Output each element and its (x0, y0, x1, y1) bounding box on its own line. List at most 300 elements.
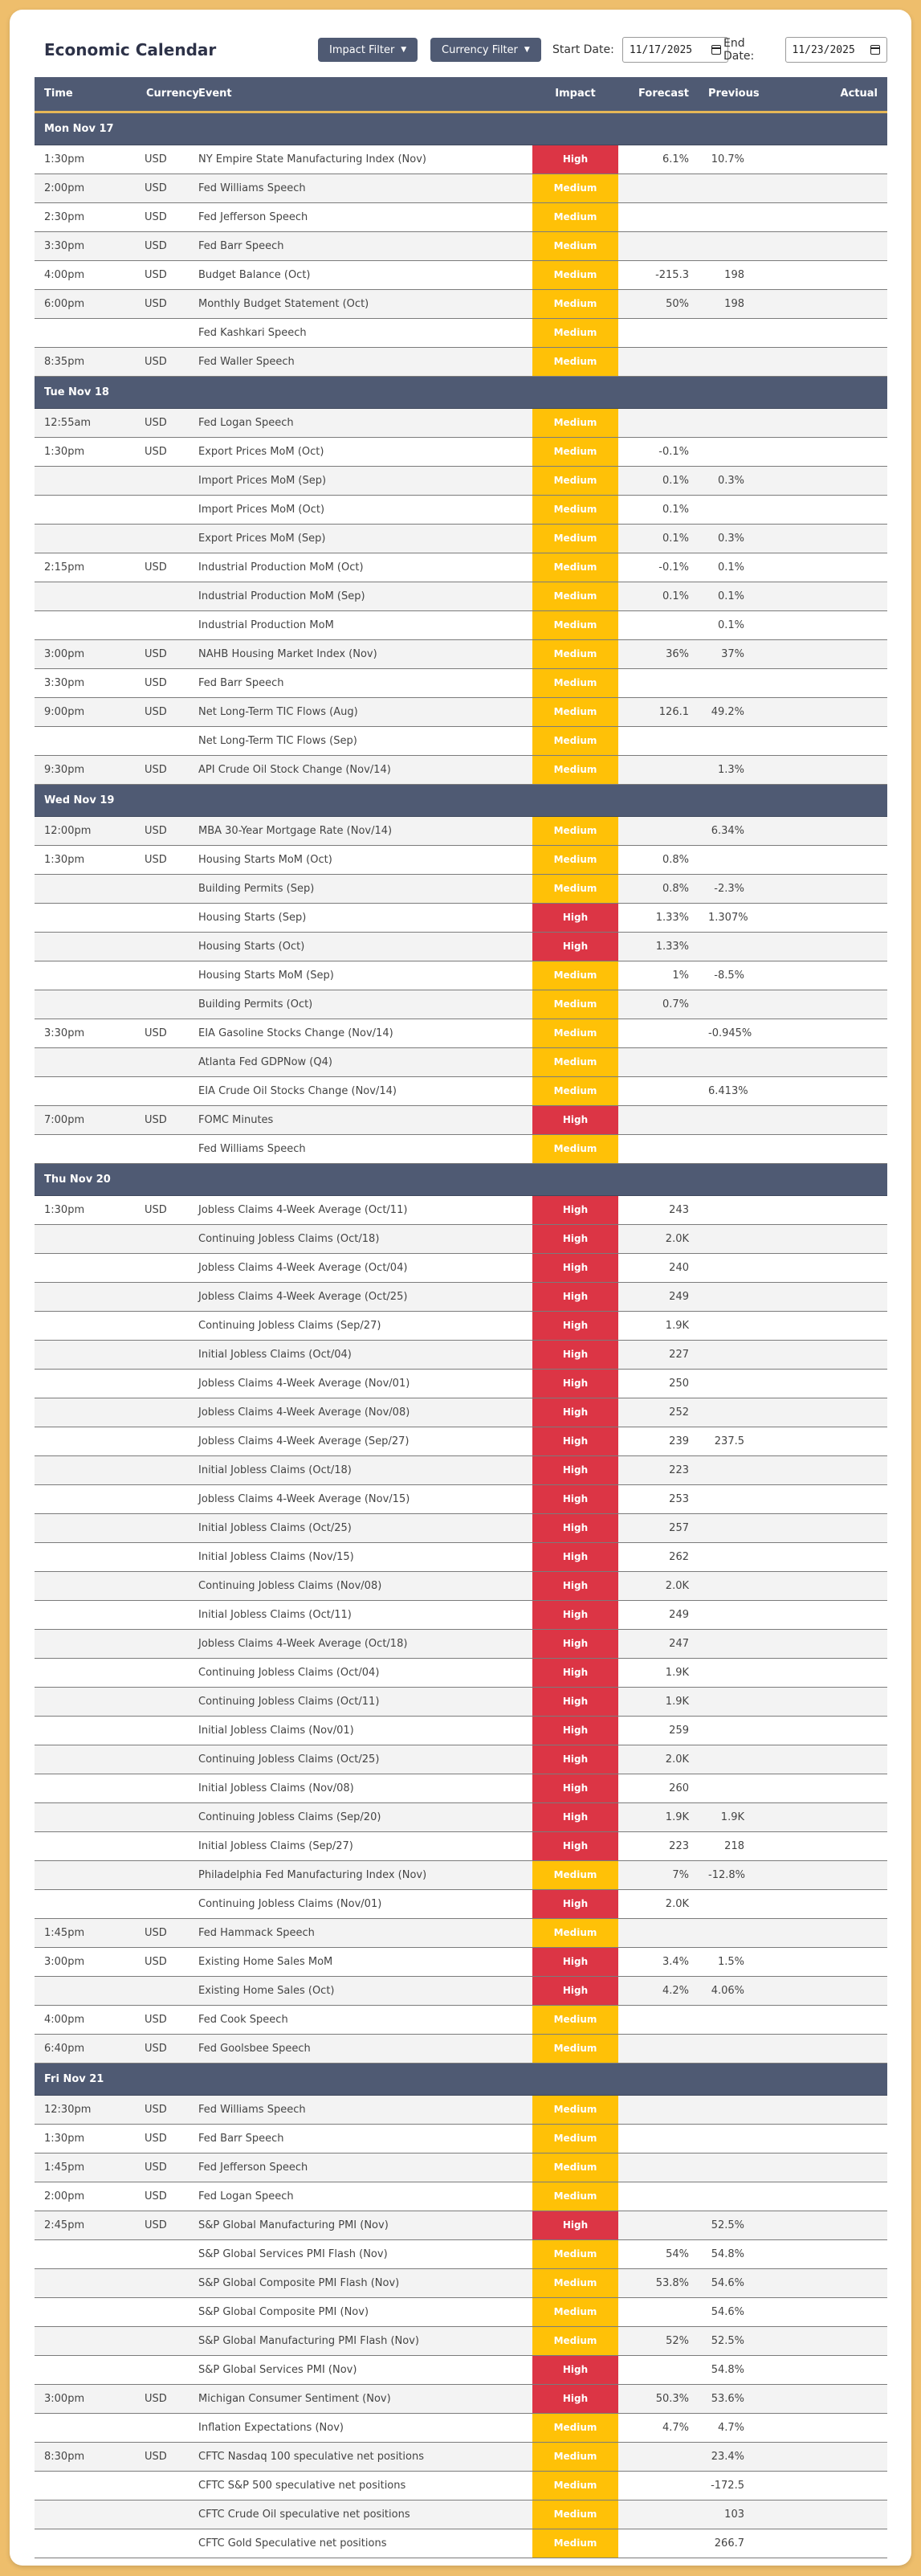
table-row[interactable] (35, 466, 887, 495)
start-date-input[interactable] (622, 37, 728, 63)
event-time (35, 2297, 137, 2326)
event-previous: 0.1% (699, 553, 791, 582)
table-row[interactable] (35, 347, 887, 376)
event-forecast (618, 2095, 699, 2124)
event-name: API Crude Oil Stock Change (Nov/14) (189, 755, 532, 784)
calendar-icon[interactable] (870, 45, 880, 55)
event-actual (791, 1282, 887, 1311)
event-forecast: 2.0K (618, 1571, 699, 1600)
table-row[interactable] (35, 2034, 887, 2063)
event-actual (791, 437, 887, 466)
end-date-value: 11/23/2025 (792, 43, 855, 56)
event-previous: 6.34% (699, 816, 791, 845)
event-forecast: 126.1 (618, 697, 699, 726)
table-row[interactable] (35, 2529, 887, 2558)
table-row[interactable] (35, 1484, 887, 1513)
event-forecast (618, 1134, 699, 1163)
impact-badge: High (532, 1889, 618, 1918)
event-forecast (618, 318, 699, 347)
table-row[interactable] (35, 553, 887, 582)
event-name: Initial Jobless Claims (Oct/04) (189, 1340, 532, 1369)
event-name: Jobless Claims 4-Week Average (Sep/27) (189, 1427, 532, 1455)
event-actual (791, 1134, 887, 1163)
event-previous (699, 1369, 791, 1398)
event-forecast (618, 755, 699, 784)
column-header-currency: Currency (137, 77, 189, 112)
event-actual (791, 347, 887, 376)
table-row[interactable] (35, 1455, 887, 1484)
event-previous: 0.1% (699, 610, 791, 639)
impact-badge: Medium (532, 524, 618, 553)
event-forecast (618, 202, 699, 231)
event-actual (791, 1889, 887, 1918)
event-actual (791, 1195, 887, 1224)
event-time (35, 1047, 137, 1076)
event-forecast: 0.8% (618, 874, 699, 903)
event-time (35, 2355, 137, 2384)
event-name: Fed Barr Speech (189, 668, 532, 697)
event-forecast (618, 231, 699, 260)
event-previous (699, 2034, 791, 2063)
event-currency (137, 1224, 189, 1253)
impact-badge: Medium (532, 1918, 618, 1947)
impact-badge: High (532, 1658, 618, 1687)
event-name: Continuing Jobless Claims (Oct/25) (189, 1745, 532, 1774)
table-row[interactable] (35, 1134, 887, 1163)
table-body (35, 112, 887, 2558)
event-previous (699, 1047, 791, 1076)
table-row[interactable] (35, 2268, 887, 2297)
table-row[interactable] (35, 1658, 887, 1687)
day-label: Mon Nov 17 (35, 112, 887, 145)
event-actual (791, 174, 887, 202)
event-actual (791, 2355, 887, 2384)
table-row[interactable] (35, 990, 887, 1019)
impact-badge: Medium (532, 2124, 618, 2153)
table-row[interactable] (35, 318, 887, 347)
event-time (35, 1802, 137, 1831)
table-row[interactable] (35, 1195, 887, 1224)
day-header-row (35, 376, 887, 408)
event-name: Initial Jobless Claims (Oct/18) (189, 1455, 532, 1484)
event-name: Net Long-Term TIC Flows (Aug) (189, 697, 532, 726)
table-row[interactable] (35, 2153, 887, 2182)
impact-badge: High (532, 903, 618, 932)
event-forecast: 1.9K (618, 1658, 699, 1687)
event-name: EIA Crude Oil Stocks Change (Nov/14) (189, 1076, 532, 1105)
impact-filter-button[interactable] (318, 38, 418, 62)
table-row[interactable] (35, 1918, 887, 1947)
event-time: 1:30pm (35, 845, 137, 874)
event-time: 6:00pm (35, 289, 137, 318)
table-row[interactable] (35, 1542, 887, 1571)
event-currency (137, 1600, 189, 1629)
impact-filter[interactable] (318, 37, 418, 63)
event-previous: 1.3% (699, 755, 791, 784)
event-time (35, 932, 137, 961)
table-row[interactable] (35, 2182, 887, 2211)
table-row[interactable] (35, 2239, 887, 2268)
event-actual (791, 1860, 887, 1889)
event-currency (137, 1542, 189, 1571)
event-previous (699, 1687, 791, 1716)
event-actual (791, 2442, 887, 2471)
event-actual (791, 2211, 887, 2239)
event-time (35, 961, 137, 990)
event-name: S&P Global Composite PMI (Nov) (189, 2297, 532, 2326)
event-currency (137, 582, 189, 610)
event-currency: USD (137, 2442, 189, 2471)
table-row[interactable] (35, 1224, 887, 1253)
event-previous: -2.3% (699, 874, 791, 903)
impact-badge: Medium (532, 289, 618, 318)
event-actual (791, 145, 887, 174)
table-row[interactable] (35, 2442, 887, 2471)
calendar-card (10, 10, 911, 2566)
table-row[interactable] (35, 1076, 887, 1105)
table-row[interactable] (35, 816, 887, 845)
event-currency: USD (137, 1918, 189, 1947)
impact-badge: High (532, 932, 618, 961)
event-name: EIA Gasoline Stocks Change (Nov/14) (189, 1019, 532, 1047)
event-name: S&P Global Composite PMI Flash (Nov) (189, 2268, 532, 2297)
event-name: Fed Logan Speech (189, 2182, 532, 2211)
table-row[interactable] (35, 231, 887, 260)
event-name: FOMC Minutes (189, 1105, 532, 1134)
event-forecast: 36% (618, 639, 699, 668)
event-actual (791, 2297, 887, 2326)
event-name: Inflation Expectations (Nov) (189, 2413, 532, 2442)
table-row[interactable] (35, 1860, 887, 1889)
event-actual (791, 2326, 887, 2355)
table-row[interactable] (35, 1629, 887, 1658)
event-forecast: 253 (618, 1484, 699, 1513)
event-previous (699, 1398, 791, 1427)
caret-down-icon: ▼ (524, 46, 530, 54)
table-row[interactable] (35, 1513, 887, 1542)
event-previous: 53.6% (699, 2384, 791, 2413)
event-currency (137, 1889, 189, 1918)
table-row[interactable] (35, 1398, 887, 1427)
table-row[interactable] (35, 1600, 887, 1629)
calendar-icon[interactable] (711, 45, 721, 55)
event-forecast (618, 2211, 699, 2239)
impact-badge: High (532, 2355, 618, 2384)
table-row[interactable] (35, 437, 887, 466)
table-row[interactable] (35, 1282, 887, 1311)
event-currency: USD (137, 2153, 189, 2182)
event-time (35, 1513, 137, 1542)
table-row[interactable] (35, 2413, 887, 2442)
table-row[interactable] (35, 2384, 887, 2413)
currency-filter-button[interactable] (430, 38, 541, 62)
event-currency (137, 1311, 189, 1340)
event-previous (699, 932, 791, 961)
table-row[interactable] (35, 260, 887, 289)
impact-badge: Medium (532, 874, 618, 903)
event-previous (699, 231, 791, 260)
event-actual (791, 2529, 887, 2558)
event-currency (137, 2355, 189, 2384)
event-currency (137, 903, 189, 932)
event-time (35, 1629, 137, 1658)
event-name: Jobless Claims 4-Week Average (Oct/04) (189, 1253, 532, 1282)
event-forecast (618, 2034, 699, 2063)
end-date-input[interactable] (785, 37, 888, 63)
event-name: Jobless Claims 4-Week Average (Nov/08) (189, 1398, 532, 1427)
event-time (35, 874, 137, 903)
event-actual (791, 1513, 887, 1542)
event-currency (137, 1802, 189, 1831)
event-time (35, 903, 137, 932)
table-row[interactable] (35, 639, 887, 668)
table-row[interactable] (35, 1976, 887, 2005)
event-time: 8:35pm (35, 347, 137, 376)
event-previous: -0.945% (699, 1019, 791, 1047)
event-forecast (618, 1047, 699, 1076)
event-actual (791, 2124, 887, 2153)
event-time (35, 1427, 137, 1455)
event-previous (699, 1134, 791, 1163)
table-row[interactable] (35, 1311, 887, 1340)
table-row[interactable] (35, 874, 887, 903)
event-time (35, 495, 137, 524)
event-actual (791, 668, 887, 697)
event-actual (791, 2500, 887, 2529)
event-actual (791, 2034, 887, 2063)
impact-badge: Medium (532, 639, 618, 668)
table-row[interactable] (35, 961, 887, 990)
event-forecast: -215.3 (618, 260, 699, 289)
table-row[interactable] (35, 582, 887, 610)
table-row[interactable] (35, 1716, 887, 1745)
event-currency (137, 466, 189, 495)
impact-badge: Medium (532, 990, 618, 1019)
event-currency (137, 726, 189, 755)
event-previous: 1.9K (699, 1802, 791, 1831)
impact-badge: Medium (532, 437, 618, 466)
event-forecast (618, 2529, 699, 2558)
table-row[interactable] (35, 1802, 887, 1831)
event-time: 2:30pm (35, 202, 137, 231)
impact-badge: High (532, 145, 618, 174)
table-row[interactable] (35, 697, 887, 726)
currency-filter[interactable] (430, 37, 541, 63)
event-time (35, 1253, 137, 1282)
impact-badge: Medium (532, 408, 618, 437)
table-row[interactable] (35, 2095, 887, 2124)
impact-badge: Medium (532, 2326, 618, 2355)
event-previous: -8.5% (699, 961, 791, 990)
table-row[interactable] (35, 2005, 887, 2034)
table-row[interactable] (35, 1745, 887, 1774)
event-time (35, 1774, 137, 1802)
event-currency (137, 1629, 189, 1658)
event-forecast: 4.7% (618, 2413, 699, 2442)
table-row[interactable] (35, 1774, 887, 1802)
event-forecast: 2.0K (618, 1889, 699, 1918)
event-actual (791, 408, 887, 437)
event-time (35, 1076, 137, 1105)
table-row[interactable] (35, 2355, 887, 2384)
table-row[interactable] (35, 202, 887, 231)
table-row[interactable] (35, 174, 887, 202)
impact-badge: High (532, 1629, 618, 1658)
table-row[interactable] (35, 2124, 887, 2153)
day-header-row (35, 112, 887, 145)
event-previous (699, 1455, 791, 1484)
event-previous: 218 (699, 1831, 791, 1860)
table-row[interactable] (35, 1340, 887, 1369)
event-previous (699, 1513, 791, 1542)
table-row[interactable] (35, 1253, 887, 1282)
event-previous (699, 1484, 791, 1513)
event-time: 1:30pm (35, 1195, 137, 1224)
event-name: Monthly Budget Statement (Oct) (189, 289, 532, 318)
table-row[interactable] (35, 2211, 887, 2239)
event-name: Continuing Jobless Claims (Nov/01) (189, 1889, 532, 1918)
event-time (35, 466, 137, 495)
table-row[interactable] (35, 1687, 887, 1716)
table-row[interactable] (35, 726, 887, 755)
table-row[interactable] (35, 495, 887, 524)
impact-badge: Medium (532, 174, 618, 202)
table-row[interactable] (35, 1571, 887, 1600)
event-currency: USD (137, 408, 189, 437)
table-row[interactable] (35, 903, 887, 932)
table-row[interactable] (35, 668, 887, 697)
event-time (35, 1134, 137, 1163)
event-previous: 237.5 (699, 1427, 791, 1455)
event-name: Initial Jobless Claims (Oct/11) (189, 1600, 532, 1629)
table-row[interactable] (35, 2500, 887, 2529)
table-row[interactable] (35, 2297, 887, 2326)
event-forecast: -0.1% (618, 553, 699, 582)
table-row[interactable] (35, 289, 887, 318)
column-header-event: Event (189, 77, 532, 112)
event-currency: USD (137, 1105, 189, 1134)
table-row[interactable] (35, 408, 887, 437)
table-row[interactable] (35, 1427, 887, 1455)
event-currency: USD (137, 1947, 189, 1976)
impact-badge: Medium (532, 816, 618, 845)
table-row[interactable] (35, 1019, 887, 1047)
event-currency: USD (137, 231, 189, 260)
table-row[interactable] (35, 1831, 887, 1860)
event-forecast: 1.9K (618, 1687, 699, 1716)
event-time (35, 1716, 137, 1745)
event-name: Continuing Jobless Claims (Oct/18) (189, 1224, 532, 1253)
event-currency (137, 1340, 189, 1369)
calendar-header (35, 10, 887, 77)
event-actual (791, 1831, 887, 1860)
impact-badge: Medium (532, 845, 618, 874)
impact-filter-label: Impact Filter (329, 43, 395, 56)
event-forecast: 53.8% (618, 2268, 699, 2297)
table-row[interactable] (35, 2471, 887, 2500)
impact-badge: High (532, 1340, 618, 1369)
event-forecast: 1% (618, 961, 699, 990)
event-time: 8:30pm (35, 2442, 137, 2471)
event-currency: USD (137, 2211, 189, 2239)
event-currency (137, 2529, 189, 2558)
event-actual (791, 1224, 887, 1253)
table-row[interactable] (35, 524, 887, 553)
event-currency (137, 1976, 189, 2005)
event-currency: USD (137, 437, 189, 466)
table-row[interactable] (35, 1947, 887, 1976)
event-time (35, 2413, 137, 2442)
event-time: 2:00pm (35, 174, 137, 202)
event-time (35, 1484, 137, 1513)
event-name: Jobless Claims 4-Week Average (Oct/25) (189, 1282, 532, 1311)
event-actual (791, 2384, 887, 2413)
event-time: 1:30pm (35, 145, 137, 174)
event-currency (137, 610, 189, 639)
event-actual (791, 1369, 887, 1398)
event-name: Housing Starts (Oct) (189, 932, 532, 961)
event-previous: 103 (699, 2500, 791, 2529)
table-row[interactable] (35, 145, 887, 174)
event-currency (137, 1774, 189, 1802)
event-time (35, 1600, 137, 1629)
table-row[interactable] (35, 845, 887, 874)
event-currency (137, 2471, 189, 2500)
event-forecast: 257 (618, 1513, 699, 1542)
event-actual (791, 1484, 887, 1513)
table-row[interactable] (35, 932, 887, 961)
event-time (35, 1340, 137, 1369)
event-name: Fed Williams Speech (189, 174, 532, 202)
table-row[interactable] (35, 755, 887, 784)
event-time (35, 2239, 137, 2268)
event-currency (137, 1047, 189, 1076)
table-row[interactable] (35, 1105, 887, 1134)
impact-badge: Medium (532, 1047, 618, 1076)
impact-badge: High (532, 1282, 618, 1311)
event-previous: 0.3% (699, 524, 791, 553)
table-row[interactable] (35, 1047, 887, 1076)
event-name: CFTC Crude Oil speculative net positions (189, 2500, 532, 2529)
impact-badge: Medium (532, 231, 618, 260)
table-row[interactable] (35, 1889, 887, 1918)
event-actual (791, 553, 887, 582)
event-forecast (618, 347, 699, 376)
event-previous (699, 2124, 791, 2153)
table-row[interactable] (35, 610, 887, 639)
event-currency: USD (137, 755, 189, 784)
event-currency: USD (137, 145, 189, 174)
event-currency (137, 2413, 189, 2442)
event-previous (699, 495, 791, 524)
table-row[interactable] (35, 1369, 887, 1398)
table-row[interactable] (35, 2326, 887, 2355)
event-forecast: 223 (618, 1455, 699, 1484)
event-currency (137, 874, 189, 903)
event-currency: USD (137, 697, 189, 726)
caret-down-icon: ▼ (401, 46, 407, 54)
event-previous (699, 1542, 791, 1571)
day-label: Wed Nov 19 (35, 784, 887, 816)
impact-badge: Medium (532, 2442, 618, 2471)
event-name: Jobless Claims 4-Week Average (Oct/18) (189, 1629, 532, 1658)
impact-badge: High (532, 1513, 618, 1542)
event-actual (791, 231, 887, 260)
event-name: Continuing Jobless Claims (Oct/11) (189, 1687, 532, 1716)
event-time (35, 726, 137, 755)
event-name: Michigan Consumer Sentiment (Nov) (189, 2384, 532, 2413)
event-currency (137, 2326, 189, 2355)
